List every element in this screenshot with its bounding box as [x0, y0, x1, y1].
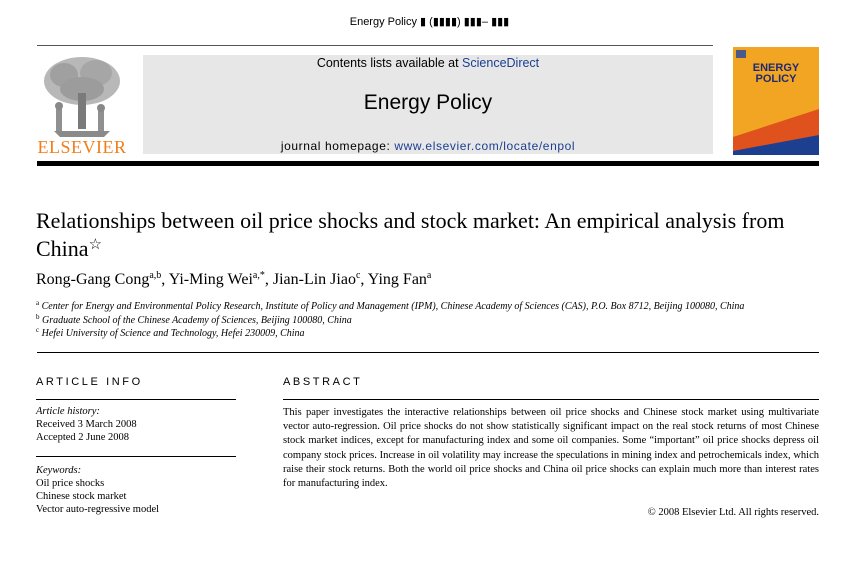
author-name: Yi-Ming Wei — [168, 271, 253, 288]
keyword: Chinese stock market — [36, 491, 127, 502]
elsevier-wordmark: ELSEVIER — [37, 137, 127, 157]
author-list: Rong-Gang Cong$^{a,b}$, Yi-Ming Wei$^{a,*}$, Jian-Lin Jiao$^c$, Ying Fan$^a$ — [36, 270, 432, 288]
homepage-prefix: journal homepage: — [280, 139, 395, 153]
abstract-heading: ABSTRACT — [283, 376, 363, 388]
header-thick-rule — [37, 161, 819, 166]
contents-line — [143, 56, 713, 70]
title-footnote-star-icon[interactable]: ☆ — [88, 237, 103, 253]
keyword: Vector auto-regressive model — [36, 504, 160, 515]
abstract-rule — [283, 399, 819, 400]
sciencedirect-link[interactable]: ScienceDirect — [462, 56, 540, 70]
author-affiliation-marker[interactable]: c — [355, 270, 361, 281]
journal-title: Energy Policy — [363, 91, 493, 114]
section-divider — [37, 352, 819, 353]
author-affiliation-marker[interactable]: a,* — [252, 270, 265, 281]
affiliation-label: b — [36, 313, 40, 321]
cover-title-line1: ENERGY — [752, 62, 800, 74]
keyword: Oil price shocks — [36, 478, 105, 489]
affiliation — [36, 328, 305, 339]
author-name: Rong-Gang Cong — [36, 271, 150, 288]
article-info-rule — [36, 399, 236, 400]
author-affiliation-marker[interactable]: a,b — [149, 270, 162, 281]
running-head: Energy Policy ▮ (▮▮▮▮) ▮▮▮– ▮▮▮ — [349, 16, 510, 28]
affiliation-label: c — [36, 326, 40, 334]
top-rule — [37, 45, 713, 46]
cover-title — [733, 63, 819, 85]
history-label: Article history: — [36, 406, 100, 417]
keywords-label: Keywords: — [36, 465, 82, 476]
cover-title-line2: POLICY — [755, 73, 797, 85]
affiliation — [36, 301, 744, 312]
affiliation-text: Graduate School of the Chinese Academy of Sciences, Beijing 100080, China — [42, 315, 352, 326]
received-date: Received 3 March 2008 — [36, 419, 137, 430]
journal-homepage-link[interactable]: www.elsevier.com/locate/enpol — [394, 139, 576, 153]
affiliation-text: Hefei University of Science and Technology, Hefei 230009, China — [41, 328, 305, 339]
homepage-line — [143, 139, 713, 153]
author-affiliation-marker[interactable]: a — [426, 270, 432, 281]
copyright-notice: © 2008 Elsevier Ltd. All rights reserved. — [647, 507, 819, 518]
author-name: Jian-Lin Jiao — [272, 271, 356, 288]
accepted-date: Accepted 2 June 2008 — [36, 432, 130, 443]
contents-prefix: Contents lists available at — [316, 56, 463, 70]
abstract-text: This paper investigates the interactive relationships between oil price shocks and Chinese stock market using multivariate vector auto-regression. Oil price shocks do not show statistically significant impact on the real stock returns of most Chinese stock market indices, except for manufacturing index and some oil companies. Some “important” oil price shocks depress oil company stock prices. Increase in oil volatility may increase the speculations in mining index and petrochemicals index, which raise their stock returns. Both the world oil price shocks and China oil price shocks can explain much more than interest rates for manufacturing index. — [283, 407, 819, 490]
article-info-rule — [36, 456, 236, 457]
journal-cover — [733, 47, 819, 155]
affiliation-text: Center for Energy and Environmental Policy Research, Institute of Policy and Management (IPM), Chinese Academy of Sciences (CAS), P.O. Box 8712, Beijing 100080, China — [41, 301, 745, 312]
affiliation-label: a — [36, 299, 40, 307]
article-title-text: Relationships between oil price shocks and stock market: An empirical analysis from China — [36, 208, 785, 261]
author-name: Ying Fan — [367, 271, 427, 288]
article-title — [36, 208, 796, 261]
affiliation — [36, 315, 352, 326]
article-info-heading: ARTICLE INFO — [36, 376, 143, 388]
